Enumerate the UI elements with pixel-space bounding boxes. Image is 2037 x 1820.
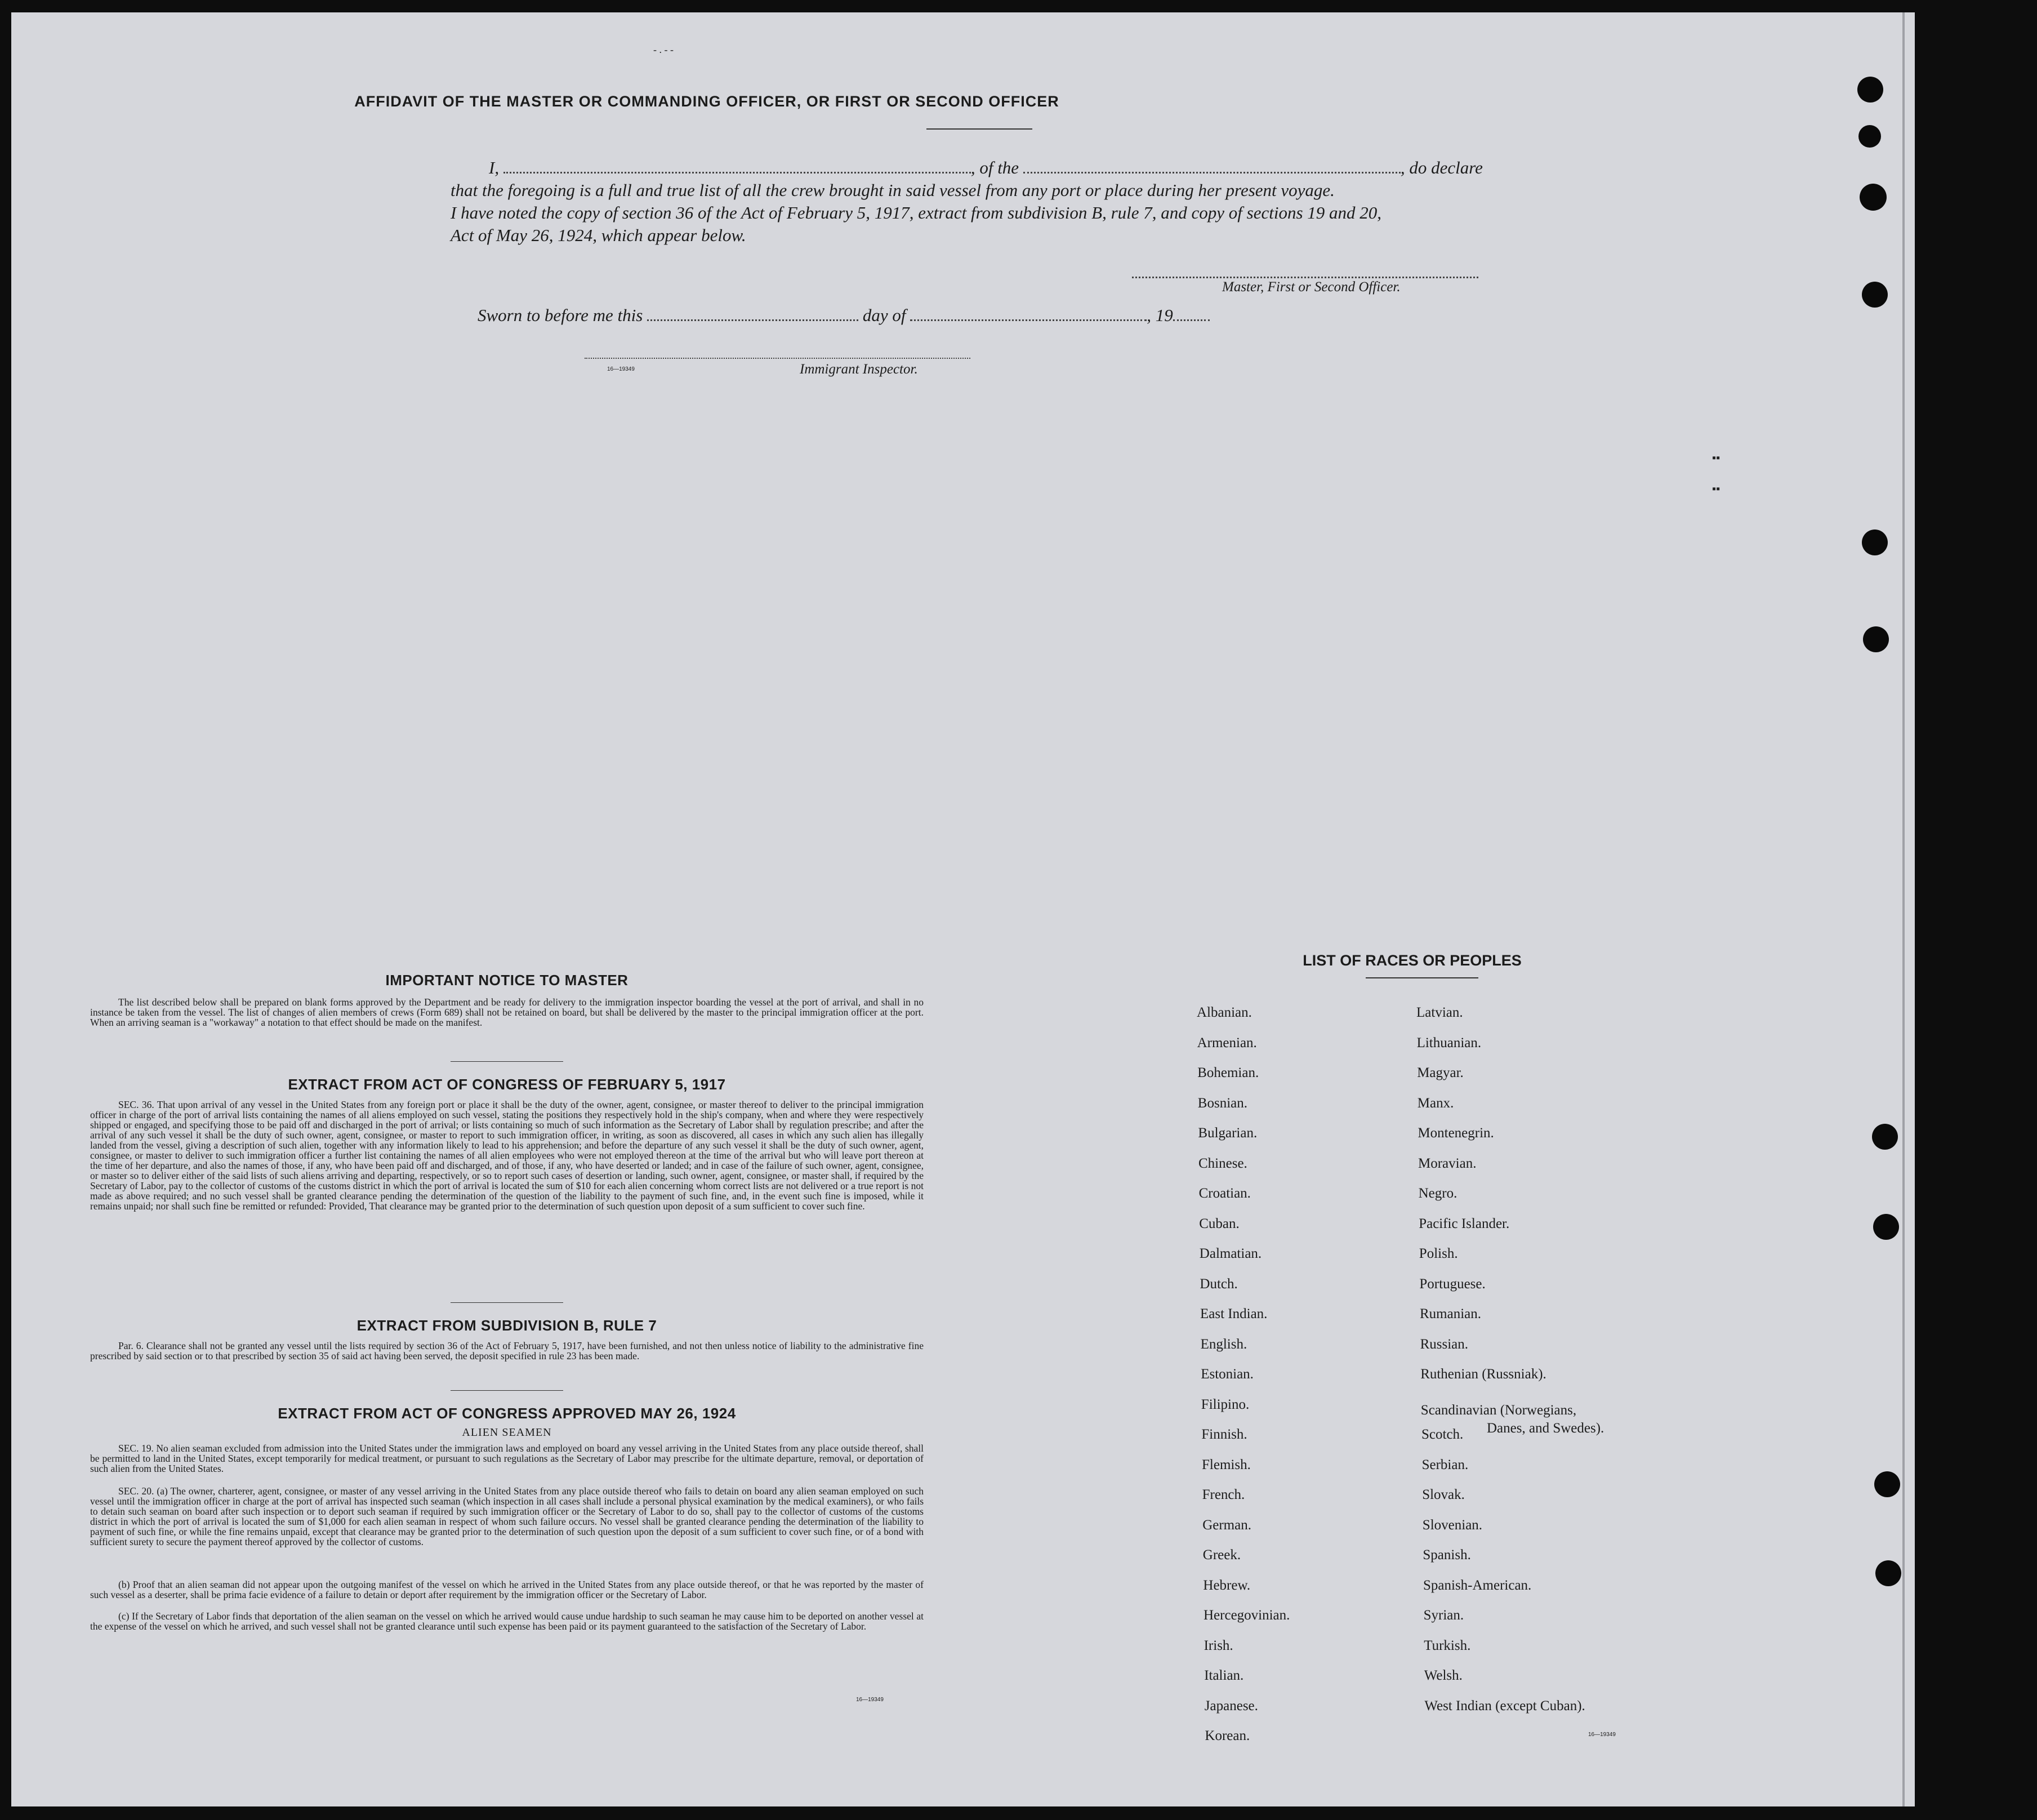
sec-19-body: SEC. 19. No alien seaman excluded from admission into the United States under the immigration laws and employed on board any vessel arriving in the United States from any place outside thereof, shall be permitted to land in the United States, except temporarily for medical treatment, or pursuant to such regulations as the Secretary of Labor may prescribe for the ultimate departure, removal, or deportation of such alien from the United States.	[90, 1443, 924, 1474]
race-item: Welsh.	[1424, 1668, 1463, 1683]
inspector-signature-line	[585, 358, 970, 359]
affidavit-title: AFFIDAVIT OF THE MASTER OR COMMANDING OFFICER, OR FIRST OR SECOND OFFICER	[354, 93, 1059, 110]
race-item: Hercegovinian.	[1204, 1608, 1290, 1623]
binder-hole-icon	[1863, 626, 1889, 652]
race-item: Finnish.	[1201, 1427, 1247, 1442]
sworn-year-blank	[1173, 308, 1210, 321]
affidavit-line-2: that the foregoing is a full and true list of all the crew brought in said vessel from any port or place during her present voyage.	[451, 180, 1335, 200]
race-item: Pacific Islander.	[1419, 1216, 1510, 1231]
extract-1917-title: EXTRACT FROM ACT OF CONGRESS OF FEBRUARY 5, 1917	[288, 1076, 726, 1093]
binder-hole-icon	[1873, 1214, 1899, 1240]
affidavit-i-label: I,	[489, 158, 500, 177]
day-of-label: day of	[862, 305, 906, 325]
binder-hole-icon	[1872, 1124, 1898, 1150]
form-number-races: 16—19349	[1588, 1732, 1616, 1738]
scan-mark: - . - -	[653, 44, 674, 55]
race-item: Scandinavian (Norwegians,	[1420, 1402, 1577, 1418]
binder-hole-icon	[1862, 282, 1888, 308]
race-item: Syrian.	[1423, 1608, 1464, 1623]
race-item: Latvian.	[1416, 1005, 1463, 1020]
race-item: Turkish.	[1424, 1637, 1471, 1653]
race-item: Filipino.	[1201, 1396, 1250, 1412]
binder-hole-icon	[1875, 1560, 1901, 1586]
document-page	[11, 12, 1915, 1806]
race-item: Slovak.	[1422, 1487, 1465, 1502]
sec-20c-body: (c) If the Secretary of Labor finds that deportation of the alien seaman on the vessel on which he arrived would cause undue hardship to such seaman he may cause him to be deported on another vessel at the expense of the vessel on which he arrived, and such vessel shall not be granted clearance until such expense has been paid or its payment guaranteed to the satisfaction of the Secretary of Labor.	[90, 1610, 924, 1632]
race-item: Spanish-American.	[1423, 1577, 1532, 1593]
extract-1917-body: SEC. 36. That upon arrival of any vessel in the United States from any foreign port or place it shall be the duty of the owner, agent, consignee, or master thereof to deliver to the principal immigration officer in charge of the port of arrival lists containing the names of all aliens employed on such vessel, stating the positions they respectively hold in the ship's company, when and where they were respectively shipped or engaged, and specifying those to be paid off and discharged in the port of arrival; or lists containing so much of such information as the Secretary of Labor shall by regulation prescribe; and after the arrival of any such vessel it shall be the duty of such owner, agent, consignee, or master to report to such immigration officer, in writing, as soon as discovered, all cases in which any such alien has illegally landed from the vessel, giving a description of such alien, together with any information likely to lead to his apprehension; and before the departure of any such vessel it shall be the duty of such owner, agent, consignee, or master to deliver to such immigration officer a further list containing the names of all alien employees who were not employed thereon at the time of the arrival but who will leave port thereon at the time of her departure, and also the names of those, if any, who have been paid off and discharged, and of those, if any, who have deserted or landed; and in case of the failure of such owner, agent, consignee, or master so to deliver either of the said lists of such aliens arriving and departing, respectively, or so to report such cases of desertion or landing, such owner, agent, consignee, or master shall, if required by the Secretary of Labor, pay to the collector of customs of the customs district in which the port of arrival is located the sum of $10 for each alien concerning whom correct lists are not delivered or a true report is not made as above required; and no such vessel shall be granted clearance pending the determination of the question of the liability to the payment of such fine, and, in the event such fine is imposed, while it remains unpaid; nor shall such fine be remitted or refunded: Provided, That clearance may be granted prior to the determination of such question upon deposit of a sum sufficient to cover such fine.	[90, 1099, 924, 1212]
form-number-bottom: 16—19349	[856, 1697, 884, 1703]
divider-3	[451, 1390, 563, 1391]
divider-1	[451, 1061, 563, 1062]
race-item: East Indian.	[1200, 1306, 1268, 1321]
race-item: Estonian.	[1201, 1367, 1254, 1382]
binder-hole-icon	[1874, 1471, 1900, 1497]
race-item: Manx.	[1417, 1095, 1454, 1111]
binder-hole-icon	[1857, 77, 1883, 103]
race-item: Irish.	[1204, 1637, 1233, 1653]
race-item: Hebrew.	[1203, 1577, 1251, 1593]
title-divider	[926, 128, 1032, 130]
race-item: Rumanian.	[1420, 1306, 1482, 1321]
race-item: Ruthenian (Russniak).	[1420, 1367, 1546, 1382]
sworn-day-blank	[647, 308, 858, 321]
binder-hole-icon	[1860, 184, 1887, 211]
race-item: Bohemian.	[1197, 1065, 1259, 1080]
stamp-mark: ▪▪	[1712, 452, 1720, 464]
race-item: Polish.	[1419, 1246, 1458, 1261]
race-item: Dutch.	[1200, 1276, 1238, 1292]
stamp-mark: ▪▪	[1712, 483, 1720, 495]
notice-body: The list described below shall be prepared on blank forms approved by the Department and be ready for delivery to the immigration inspector boarding the vessel at the port of arrival, and shall in no instance be taken from the vessel. The list of changes of alien members of crews (Form 689) shall not be retained on board, but shall be delivered by the master to the principal immigration officer at the port. When an arriving seaman is a "workaway" a notation to that effect should be made on the manifest.	[90, 996, 924, 1028]
rule-7-body: Par. 6. Clearance shall not be granted any vessel until the lists required by section 36 of the Act of February 5, 1917, have been furnished, and not then unless notice of liability to the administrative fine prescribed by said section or to that prescribed by section 35 of said act having been served, the deposit specified in rule 23 has been made.	[90, 1340, 924, 1361]
binder-hole-icon	[1862, 529, 1888, 555]
rule-7-title: EXTRACT FROM SUBDIVISION B, RULE 7	[356, 1317, 657, 1334]
year-label: , 19	[1147, 305, 1173, 325]
race-item: Spanish.	[1423, 1547, 1471, 1563]
race-item: Negro.	[1418, 1186, 1457, 1201]
extract-1924-title: EXTRACT FROM ACT OF CONGRESS APPROVED MAY 26, 1924	[278, 1405, 736, 1422]
sworn-label: Sworn to before me this	[478, 305, 643, 325]
race-item: Korean.	[1205, 1728, 1250, 1743]
race-item: Bosnian.	[1197, 1095, 1247, 1111]
race-item: Flemish.	[1202, 1457, 1251, 1472]
sworn-month-blank	[910, 308, 1147, 321]
page-edge	[1902, 12, 1905, 1806]
race-item: Japanese.	[1204, 1698, 1258, 1714]
race-item: Montenegrin.	[1418, 1125, 1494, 1141]
vessel-blank	[1023, 160, 1401, 173]
scan-border	[1915, 0, 2037, 1820]
race-item: English.	[1200, 1336, 1247, 1352]
of-the-label: , of the	[970, 158, 1019, 177]
sec-20a-body: SEC. 20. (a) The owner, charterer, agent, consignee, or master of any vessel arriving in the United States from any place outside thereof who fails to detain on board any alien seaman employed on such vessel until the immigration officer in charge at the port of arrival has inspected such seaman (which inspection in all cases shall include a personal physical examination by the medical examiners), or who fails to detain such seaman on board after such inspection or to deport such seaman if required by such immigration officer or the Secretary of Labor to do so, shall pay to the collector of customs of the customs district in which the port of arrival is located the sum of $1,000 for each alien seaman in respect of whom such failure occurs. No vessel shall be granted clearance pending the determination of the liability to payment of such fine, or while the fine remains unpaid, except that clearance may be granted prior to the determination of such question upon the deposit of a sum sufficient to cover such fine, or of a bond with sufficient surety to secure the payment thereof approved by the collector of customs.	[90, 1485, 924, 1547]
race-item: Danes, and Swedes).	[1487, 1420, 1604, 1436]
race-item: Italian.	[1204, 1668, 1244, 1683]
do-declare-label: , do declare	[1400, 158, 1483, 177]
sec-20b-body: (b) Proof that an alien seaman did not appear upon the outgoing manifest of the vessel on which he arrived in the United States from any place outside thereof, or that he was reported by the master of such vessel as a deserter, shall be prima facie evidence of a failure to detain or deport after requirement by the immigration officer or the Secretary of Labor.	[90, 1579, 924, 1600]
race-item: Magyar.	[1417, 1065, 1464, 1080]
race-item: Dalmatian.	[1199, 1246, 1262, 1261]
race-item: Slovenian.	[1422, 1517, 1483, 1533]
affidavit-line-3: I have noted the copy of section 36 of the Act of February 5, 1917, extract from subdivision B, rule 7, and copy of sections 19 and 20,	[451, 203, 1382, 223]
master-signature-line	[1132, 277, 1478, 278]
race-item: Moravian.	[1418, 1155, 1477, 1171]
form-number-top: 16—19349	[607, 366, 635, 372]
race-item: Portuguese.	[1419, 1276, 1486, 1292]
inspector-label: Immigrant Inspector.	[800, 362, 918, 377]
races-divider	[1366, 977, 1478, 978]
race-item: Armenian.	[1197, 1035, 1257, 1051]
race-item: Chinese.	[1198, 1155, 1247, 1171]
races-title: LIST OF RACES OR PEOPLES	[1303, 952, 1522, 969]
race-item: Bulgarian.	[1198, 1125, 1258, 1141]
divider-2	[451, 1302, 563, 1303]
race-item: German.	[1202, 1517, 1251, 1533]
affidavit-line-1	[489, 158, 1483, 178]
notice-title: IMPORTANT NOTICE TO MASTER	[385, 972, 629, 989]
name-blank	[503, 160, 971, 173]
race-item: West Indian (except Cuban).	[1424, 1698, 1585, 1714]
race-item: Croatian.	[1198, 1186, 1251, 1201]
sworn-line	[478, 305, 1210, 326]
race-item: Scotch.	[1421, 1427, 1464, 1442]
race-item: Serbian.	[1421, 1457, 1469, 1472]
race-item: Greek.	[1202, 1547, 1241, 1563]
affidavit-line-4: Act of May 26, 1924, which appear below.	[451, 225, 746, 245]
binder-hole-icon	[1858, 125, 1881, 148]
race-item: Albanian.	[1197, 1005, 1252, 1020]
race-item: French.	[1202, 1487, 1245, 1502]
master-signature-label: Master, First or Second Officer.	[1222, 279, 1401, 295]
race-item: Lithuanian.	[1416, 1035, 1482, 1051]
race-item: Cuban.	[1199, 1216, 1240, 1231]
alien-seamen-subtitle: ALIEN SEAMEN	[462, 1426, 552, 1439]
race-item: Russian.	[1420, 1336, 1469, 1352]
